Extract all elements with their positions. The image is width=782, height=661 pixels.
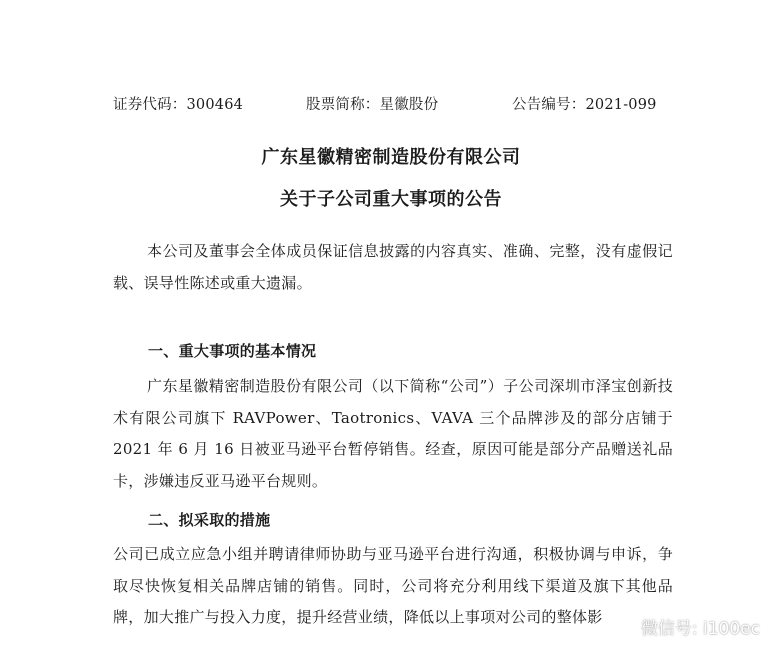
section-body-basic: 广东星徽精密制造股份有限公司（以下简称“公司”）子公司深圳市泽宝创新技术有限公司旗下 RAVPower、Taotronics、VAVA 三个品牌涉及的部分店铺于 2021 年 6 月 16 日被亚马逊平台暂停销售。经查，原因可能是部分产品赠送礼品卡，涉嫌违反亚马逊平台规则。 [113,377,673,490]
announcement-number: 公告编号：2021-099 [512,97,657,113]
section-body-measures: 公司已成立应急小组并聘请律师协助与亚马逊平台进行沟通，积极协调与申诉，争取尽快恢复相关品牌店铺的销售。同时，公司将充分利用线下渠道及旗下其他品牌，加大推广与投入力度，提升经营业绩，降低以上事项对公司的整体影 [113,545,673,626]
wechat-icon [611,615,635,639]
section-heading-measures: 二、拟采取的措施 [148,511,271,529]
announcement-title: 关于子公司重大事项的公告 [280,189,502,210]
watermark-text: 微信号: i100ec [640,619,760,639]
wechat-watermark [611,614,760,639]
stock-code: 证券代码：300464 [113,97,244,113]
company-title: 广东星徽精密制造股份有限公司 [261,147,521,168]
intro-paragraph: 本公司及董事会全体成员保证信息披露的内容真实、准确、完整，没有虚假记载、误导性陈述或重大遗漏。 [113,242,673,292]
section-heading-basic: 一、重大事项的基本情况 [148,342,317,360]
stock-short-name: 股票简称：星徽股份 [306,97,439,113]
